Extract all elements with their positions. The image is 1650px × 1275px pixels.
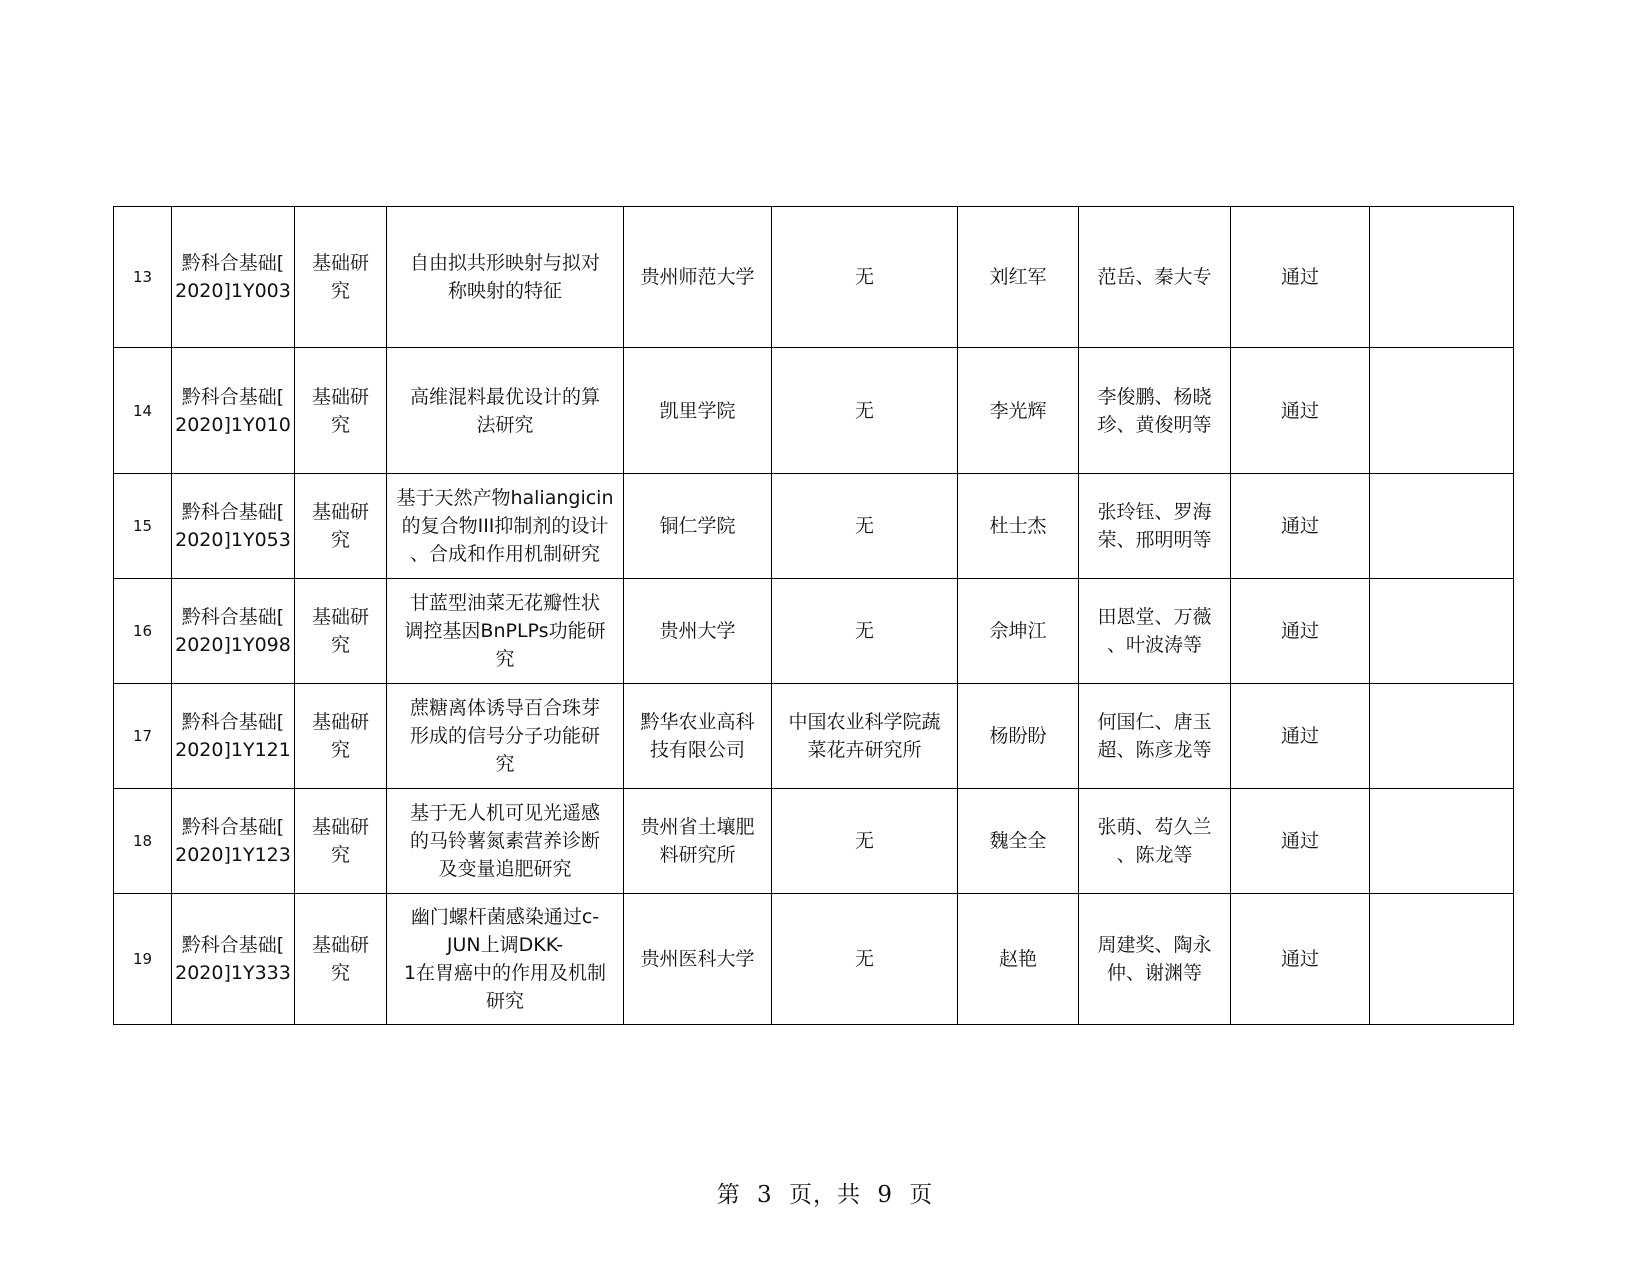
cell-line: 究	[495, 753, 515, 775]
cell-project-leader	[958, 207, 1079, 348]
cell-result: 通过	[1231, 474, 1370, 579]
cell-project-leader	[958, 894, 1079, 1025]
cell-result: 通过	[1231, 348, 1370, 474]
cell-project-code	[172, 348, 295, 474]
cell-project-leader	[958, 684, 1079, 789]
cell-line: 究	[330, 280, 350, 302]
cell-line: 贵州师范大学	[640, 266, 755, 288]
cell-category	[295, 474, 387, 579]
cell-line: 田恩堂、万薇	[1097, 606, 1212, 628]
cell-project-code	[172, 579, 295, 684]
cell-number: 14	[114, 348, 172, 474]
cell-undertaking-unit	[624, 684, 772, 789]
cell-line: 究	[330, 634, 350, 656]
footer-mid: 页，共	[789, 1182, 861, 1208]
cell-members	[1079, 207, 1231, 348]
cell-undertaking-unit	[624, 474, 772, 579]
cell-project-title	[387, 894, 624, 1025]
cell-line: 2020]1Y003	[175, 280, 291, 302]
cell-project-leader	[958, 348, 1079, 474]
cell-line: 张玲钰、罗海	[1097, 501, 1212, 523]
cell-result: 通过	[1231, 894, 1370, 1025]
cell-line: 2020]1Y123	[175, 844, 291, 866]
cell-category	[295, 207, 387, 348]
cell-note	[1370, 789, 1514, 894]
cell-line: 1在胃癌中的作用及机制	[403, 962, 607, 984]
cell-line: 、合成和作用机制研究	[409, 543, 600, 565]
cell-result: 通过	[1231, 207, 1370, 348]
table-row	[114, 579, 1514, 684]
cell-line: 荣、邢明明等	[1097, 529, 1212, 551]
cell-project-title	[387, 789, 624, 894]
cell-category	[295, 579, 387, 684]
cell-project-leader	[958, 789, 1079, 894]
cell-line: 基础研	[311, 606, 369, 628]
cell-line: 无	[854, 399, 874, 422]
cell-number: 18	[114, 789, 172, 894]
cell-members	[1079, 348, 1231, 474]
cell-note	[1370, 684, 1514, 789]
cell-members	[1079, 684, 1231, 789]
cell-line: 菜花卉研究所	[807, 739, 922, 761]
cell-line: 2020]1Y010	[175, 413, 291, 436]
cell-line: 法研究	[476, 413, 534, 436]
cell-line: 珍、黄俊明等	[1097, 413, 1212, 436]
cell-project-code	[172, 684, 295, 789]
cell-partner-unit	[772, 789, 958, 894]
cell-line: 2020]1Y121	[175, 739, 291, 761]
cell-category	[295, 684, 387, 789]
cell-line: 黔华农业高科	[640, 711, 755, 733]
table-row	[114, 348, 1514, 474]
cell-line: 杜士杰	[989, 515, 1047, 537]
cell-line: 究	[330, 413, 350, 436]
cell-partner-unit	[772, 207, 958, 348]
cell-undertaking-unit	[624, 894, 772, 1025]
cell-line: 究	[330, 962, 350, 984]
cell-line: 黔科合基础[	[181, 711, 285, 733]
cell-line: 基础研	[311, 711, 369, 733]
cell-project-code	[172, 207, 295, 348]
cell-line: 基于天然产物haliangicin	[396, 487, 614, 509]
cell-number: 17	[114, 684, 172, 789]
cell-line: 基础研	[311, 501, 369, 523]
cell-project-code	[172, 894, 295, 1025]
cell-line: 贵州省土壤肥	[640, 816, 755, 838]
table-row	[114, 789, 1514, 894]
cell-line: 2020]1Y333	[175, 962, 291, 984]
cell-line: 范岳、秦大专	[1097, 266, 1212, 288]
footer-suffix: 页	[909, 1182, 934, 1208]
cell-undertaking-unit	[624, 348, 772, 474]
cell-line: 甘蓝型油菜无花瓣性状	[409, 592, 600, 614]
footer-total-pages: 9	[877, 1182, 893, 1208]
cell-line: 赵艳	[998, 948, 1037, 970]
cell-line: 刘红军	[989, 266, 1047, 288]
cell-line: 调控基因BnPLPs功能研	[404, 620, 606, 642]
cell-undertaking-unit	[624, 789, 772, 894]
cell-category	[295, 894, 387, 1025]
cell-line: 究	[330, 529, 350, 551]
cell-line: 黔科合基础[	[181, 385, 285, 408]
cell-line: 贵州大学	[659, 620, 736, 642]
cell-line: 中国农业科学院蔬	[788, 711, 941, 733]
cell-project-title	[387, 579, 624, 684]
cell-members	[1079, 789, 1231, 894]
cell-project-title	[387, 207, 624, 348]
cell-project-leader	[958, 579, 1079, 684]
cell-project-title	[387, 348, 624, 474]
cell-line: JUN上调DKK-	[446, 934, 564, 956]
cell-line: 及变量追肥研究	[438, 858, 572, 880]
cell-project-code	[172, 789, 295, 894]
cell-line: 黔科合基础[	[181, 816, 285, 838]
cell-line: 自由拟共形映射与拟对	[409, 252, 600, 274]
cell-result: 通过	[1231, 579, 1370, 684]
cell-line: 无	[854, 266, 874, 288]
cell-partner-unit	[772, 579, 958, 684]
cell-partner-unit	[772, 474, 958, 579]
cell-line: 佘坤江	[989, 620, 1047, 642]
cell-line: 高维混料最优设计的算	[409, 385, 600, 408]
cell-category	[295, 789, 387, 894]
table-row	[114, 207, 1514, 348]
cell-line: 仲、谢渊等	[1106, 962, 1202, 984]
cell-line: 黔科合基础[	[181, 934, 285, 956]
cell-line: 幽门螺杆菌感染通过c-	[410, 906, 600, 928]
cell-line: 基础研	[311, 252, 369, 274]
cell-line: 基础研	[311, 385, 369, 408]
cell-line: 魏全全	[989, 830, 1047, 852]
cell-partner-unit	[772, 348, 958, 474]
table-row	[114, 894, 1514, 1025]
cell-note	[1370, 474, 1514, 579]
cell-line: 基础研	[311, 816, 369, 838]
cell-category	[295, 348, 387, 474]
cell-line: 超、陈彦龙等	[1097, 739, 1212, 761]
cell-project-code	[172, 474, 295, 579]
table-row	[114, 474, 1514, 579]
cell-members	[1079, 474, 1231, 579]
results-table	[113, 206, 1514, 1025]
cell-line: 黔科合基础[	[181, 606, 285, 628]
cell-line: 李俊鹏、杨晓	[1097, 385, 1212, 408]
cell-line: 张萌、芶久兰	[1097, 816, 1212, 838]
cell-number: 13	[114, 207, 172, 348]
cell-line: 李光辉	[989, 399, 1047, 422]
cell-line: 黔科合基础[	[181, 501, 285, 523]
cell-note	[1370, 894, 1514, 1025]
cell-undertaking-unit	[624, 579, 772, 684]
cell-result: 通过	[1231, 789, 1370, 894]
cell-line: 凯里学院	[659, 399, 736, 422]
cell-line: 究	[495, 648, 515, 670]
cell-line: 贵州医科大学	[640, 948, 755, 970]
cell-result: 通过	[1231, 684, 1370, 789]
cell-line: 技有限公司	[649, 739, 745, 761]
cell-number: 16	[114, 579, 172, 684]
cell-line: 周建奖、陶永	[1097, 934, 1212, 956]
cell-line: 称映射的特征	[447, 280, 562, 302]
cell-line: 究	[330, 739, 350, 761]
cell-line: 基础研	[311, 934, 369, 956]
footer-prefix: 第	[716, 1182, 741, 1208]
cell-line: 的马铃薯氮素营养诊断	[409, 830, 600, 852]
cell-project-title	[387, 474, 624, 579]
cell-members	[1079, 579, 1231, 684]
cell-line: 无	[854, 948, 874, 970]
cell-line: 黔科合基础[	[181, 252, 285, 274]
cell-undertaking-unit	[624, 207, 772, 348]
cell-members	[1079, 894, 1231, 1025]
cell-line: 研究	[485, 990, 524, 1012]
cell-note	[1370, 207, 1514, 348]
cell-partner-unit	[772, 684, 958, 789]
footer-page-number: 3	[757, 1182, 773, 1208]
page-footer	[0, 1176, 1650, 1209]
cell-line: 的复合物III抑制剂的设计	[401, 515, 609, 537]
cell-number: 19	[114, 894, 172, 1025]
cell-number: 15	[114, 474, 172, 579]
cell-line: 究	[330, 844, 350, 866]
cell-note	[1370, 579, 1514, 684]
cell-partner-unit	[772, 894, 958, 1025]
cell-line: 、陈龙等	[1116, 844, 1193, 866]
table-body	[114, 207, 1514, 1025]
table-row	[114, 684, 1514, 789]
cell-line: 、叶波涛等	[1106, 634, 1202, 656]
cell-line: 基于无人机可见光遥感	[409, 802, 600, 824]
cell-line: 形成的信号分子功能研	[409, 725, 600, 747]
cell-line: 杨盼盼	[989, 725, 1047, 747]
cell-line: 2020]1Y053	[175, 529, 291, 551]
cell-project-title	[387, 684, 624, 789]
cell-line: 无	[854, 620, 874, 642]
cell-line: 何国仁、唐玉	[1097, 711, 1212, 733]
cell-note	[1370, 348, 1514, 474]
cell-project-leader	[958, 474, 1079, 579]
cell-line: 蔗糖离体诱导百合珠芽	[409, 697, 600, 719]
cell-line: 无	[854, 515, 874, 537]
cell-line: 料研究所	[659, 844, 736, 866]
cell-line: 2020]1Y098	[175, 634, 291, 656]
cell-line: 无	[854, 830, 874, 852]
cell-line: 铜仁学院	[659, 515, 736, 537]
